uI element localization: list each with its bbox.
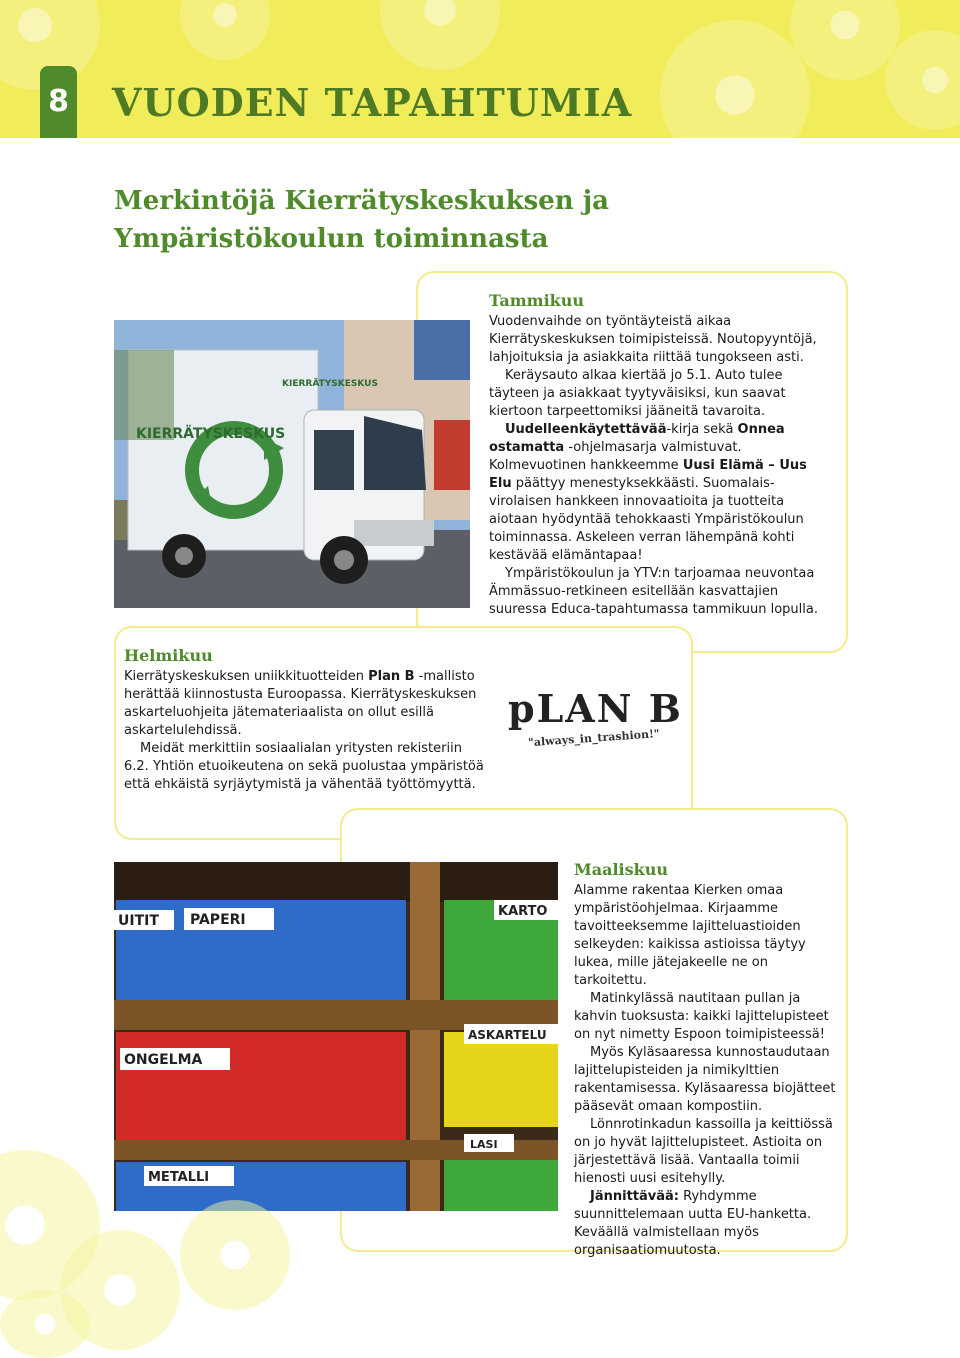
- project-title: Uusi Elämä – Uus Elu: [489, 458, 807, 491]
- flower-decoration: [180, 1200, 290, 1310]
- plan-b-logo: [508, 686, 683, 766]
- plan-b-logo-main: pLAN B: [508, 686, 683, 731]
- text-span: päättyy menestyksekkäästi. Suomalais-virolaisen hankkeen innovaatioita ja tuotteita aiotaan hyödyntää tehokkaasti Ympäristökoulun toiminnassa. Askeleen verran lähempänä kohti kestävää elämäntapaa!: [489, 476, 804, 563]
- helmikuu-paragraph: Meidät merkittiin sosiaalialan yritysten rekisteriin 6.2. Yhtiön etuoikeutena on sekä puolustaa ympäristöä että ehkäistä syrjäytymistä ja vähentää työttömyyttä.: [124, 741, 484, 792]
- maaliskuu-paragraph: Matinkylässä nautitaan pullan ja kahvin tuoksusta: kaikki lajittelupisteet on nyt nimetty Espoon toimipisteessä!: [574, 991, 829, 1042]
- helmikuu-text: [124, 646, 484, 794]
- flower-decoration: [380, 0, 500, 70]
- tammikuu-paragraph: [489, 421, 829, 565]
- text-span: -ohjelmasarja valmistuvat. Kolmevuotinen hankkeemme: [489, 440, 742, 473]
- program-title: Onnea ostamatta: [489, 422, 785, 455]
- maaliskuu-text: [574, 860, 836, 1260]
- page-title: [114, 182, 674, 258]
- page-title-line: Merkintöjä Kierrätyskeskuksen ja: [114, 186, 610, 216]
- helmikuu-heading: Helmikuu: [124, 646, 213, 665]
- text-span: -mallisto herättää kiinnostusta Euroopassa. Kierrätyskeskuksen askarteluohjeita jätemateriaalista on ollut esillä askartelulehdissä.: [124, 669, 477, 738]
- plan-b-name: Plan B: [368, 669, 415, 684]
- text-span: Ryhdymme suunnittelemaan uutta EU-hanketta. Keväällä valmistellaan myös organisaatiomuutosta.: [574, 1189, 812, 1258]
- tammikuu-paragraph: Ympäristökoulun ja YTV:n tarjoamaa neuvontaa Ämmässuo-retkineen esitellään kasvattajien suuressa Educa-tapahtumassa tammikuun lopulla.: [489, 566, 818, 617]
- basket-label: PAPERI: [190, 912, 246, 928]
- tammikuu-paragraph: Keräysauto alkaa kiertää jo 5.1. Auto tulee täyteen ja asiakkaat tyytyväisiksi, kun saavat kiertoon tarpeettomiksi jääneitä tavaroita.: [489, 368, 786, 419]
- maaliskuu-paragraph: Alamme rakentaa Kierken omaa ympäristöohjelmaa. Kirjaamme tavoitteeksemme lajitteluastioiden selkeyden: kaikissa astioissa täytyy lukea, mille jätejakeelle ne on tarkoitettu.: [574, 883, 806, 988]
- basket-label: KARTO: [498, 904, 548, 919]
- maaliskuu-paragraph: [574, 1188, 836, 1260]
- helmikuu-paragraph: [124, 668, 484, 740]
- section-title: VUODEN TAPAHTUMIA: [112, 80, 633, 125]
- basket-label: UITIT: [118, 913, 159, 929]
- page-number: 8: [40, 66, 77, 138]
- flower-decoration: [885, 30, 960, 130]
- truck-cab-label: KIERRÄTYSKESKUS: [282, 379, 378, 389]
- tammikuu-text: [489, 291, 829, 619]
- highlight-label: Jännittävää:: [590, 1189, 679, 1204]
- flower-decoration: [0, 1290, 90, 1358]
- book-title: Uudelleenkäytettävää: [505, 422, 667, 437]
- maaliskuu-paragraph: Lönnrotinkadun kassoilla ja keittiössä on jo hyvät lajittelupisteet. Astioita on järjestettävä lisää. Vantaalla toimii hienosti uusi esitehylly.: [574, 1117, 833, 1186]
- tammikuu-heading: Tammikuu: [489, 291, 585, 310]
- truck-photo: [114, 320, 470, 608]
- flower-decoration: [180, 0, 270, 60]
- basket-label: ONGELMA: [124, 1052, 203, 1068]
- basket-label: METALLI: [148, 1170, 210, 1185]
- page-title-line: Ympäristökoulun toiminnasta: [114, 224, 549, 254]
- basket-label: LASI: [470, 1138, 498, 1151]
- baskets-photo: [114, 862, 558, 1211]
- truck-side-label: KIERRÄTYSKESKUS: [136, 426, 286, 442]
- text-span: Kierrätyskeskuksen uniikkituotteiden: [124, 669, 369, 684]
- flower-decoration: [790, 0, 900, 80]
- basket-label: ASKARTELU: [468, 1028, 547, 1042]
- plan-b-logo-tagline: "always_in_trashion!": [527, 727, 660, 750]
- tammikuu-paragraph: Vuodenvaihde on työntäyteistä aikaa Kierrätyskeskuksen toimipisteissä. Noutopyyntöjä, lahjoituksia ja asiakkaita riittää tungokseen asti.: [489, 314, 817, 365]
- text-span: -kirja sekä: [666, 422, 738, 437]
- maaliskuu-paragraph: Myös Kyläsaaressa kunnostaudutaan lajittelupisteiden ja nimikylttien rakentamisessa. Kyläsaaressa biojätteet pääsevät omaan kompostiin.: [574, 1045, 836, 1114]
- flower-decoration: [660, 20, 810, 138]
- maaliskuu-heading: Maaliskuu: [574, 860, 668, 879]
